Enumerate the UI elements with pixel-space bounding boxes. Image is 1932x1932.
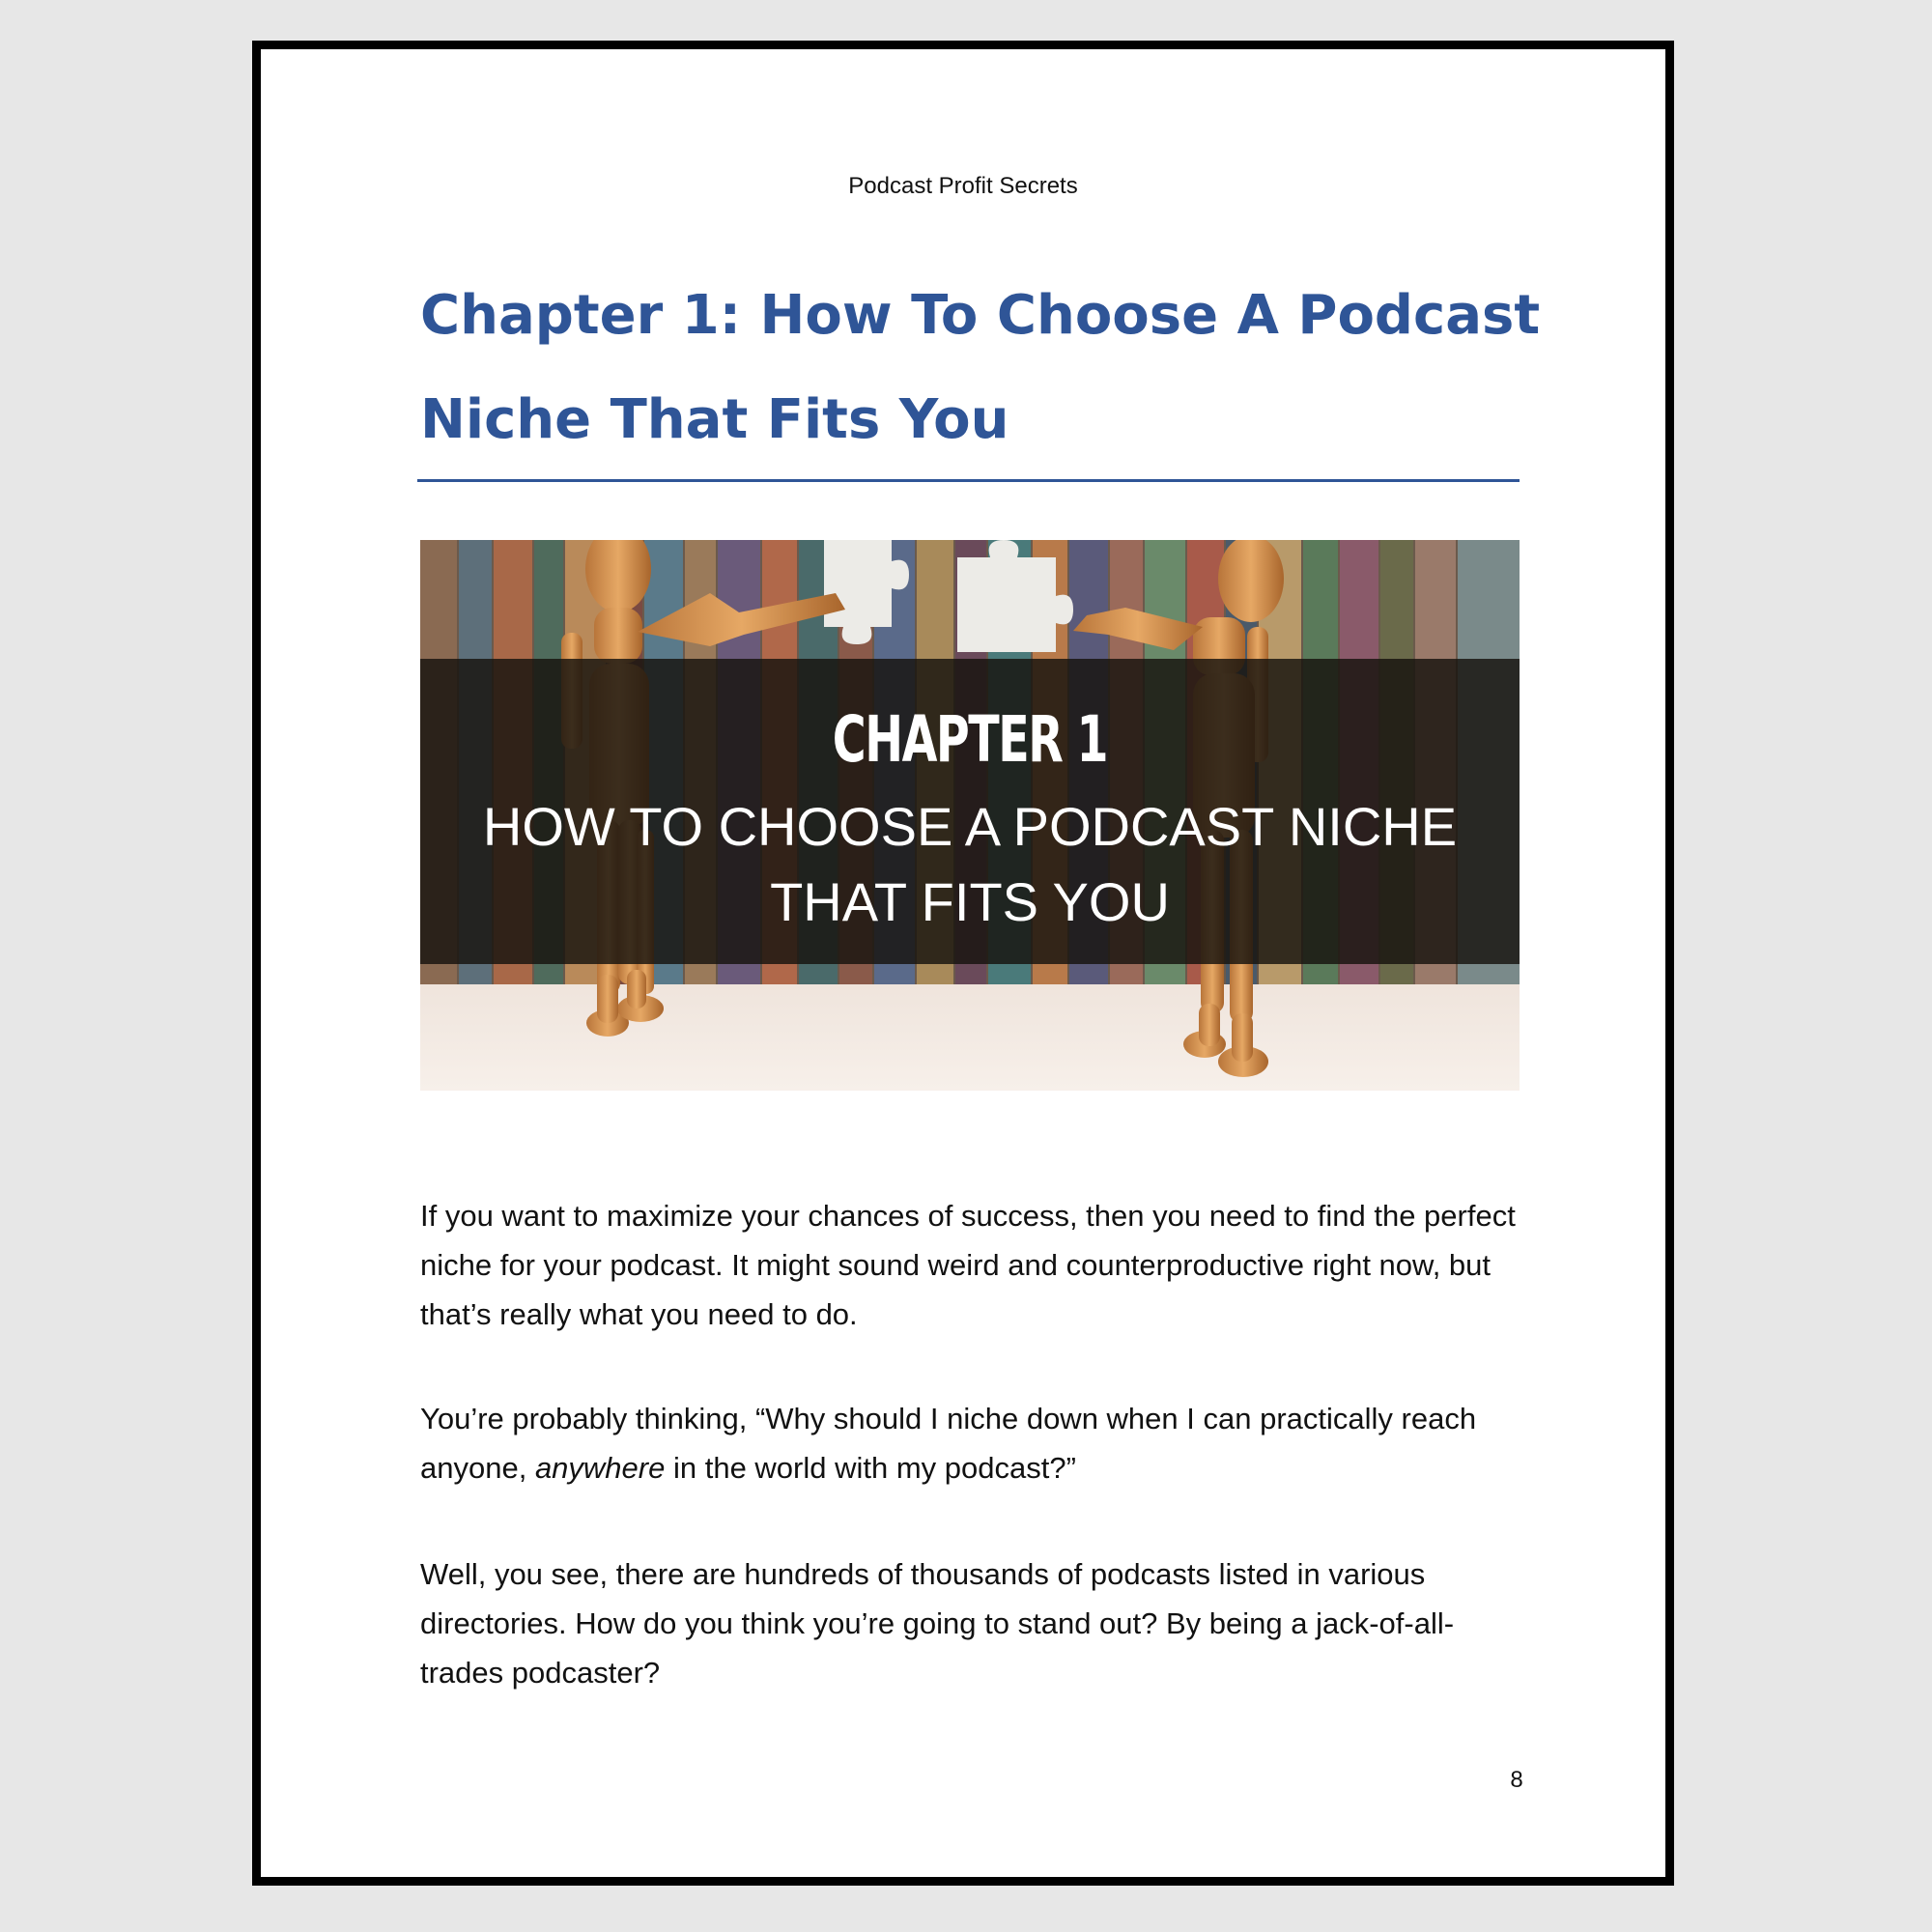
body-paragraph-3: Well, you see, there are hundreds of thousands of podcasts listed in various directories. How do you think you’re going to stand out? By being a jack-of-all-trades podcaster? <box>420 1557 1455 1690</box>
banner-kicker: CHAPTER 1 <box>832 702 1108 777</box>
body-paragraph-2 <box>420 1394 1531 1492</box>
body-paragraph-1: If you want to maximize your chances of success, then you need to find the perfect niche for your podcast. It might sound weird and counterproductive right now, but that’s really what you need to do. <box>420 1199 1516 1331</box>
banner-title <box>420 789 1520 940</box>
page-number: 8 <box>1510 1767 1523 1793</box>
floor <box>420 984 1520 1091</box>
paragraph-2-emphasis: anywhere <box>534 1451 666 1485</box>
paragraph-2-text-after: in the world with my podcast?” <box>665 1451 1076 1485</box>
document-page <box>252 41 1674 1886</box>
chapter-title: Chapter 1: How To Choose A Podcast Niche That Fits You <box>420 284 1541 451</box>
running-header: Podcast Profit Secrets <box>848 173 1078 199</box>
banner-title-line-1: HOW TO CHOOSE A PODCAST NICHE <box>482 796 1458 857</box>
title-divider <box>417 479 1520 482</box>
chapter-banner-image <box>420 540 1520 1091</box>
banner-title-line-2: THAT FITS YOU <box>770 871 1170 932</box>
paragraph-2-text-before: You’re probably thinking, “Why should I niche down when I can practically reach anyone, <box>420 1402 1477 1485</box>
